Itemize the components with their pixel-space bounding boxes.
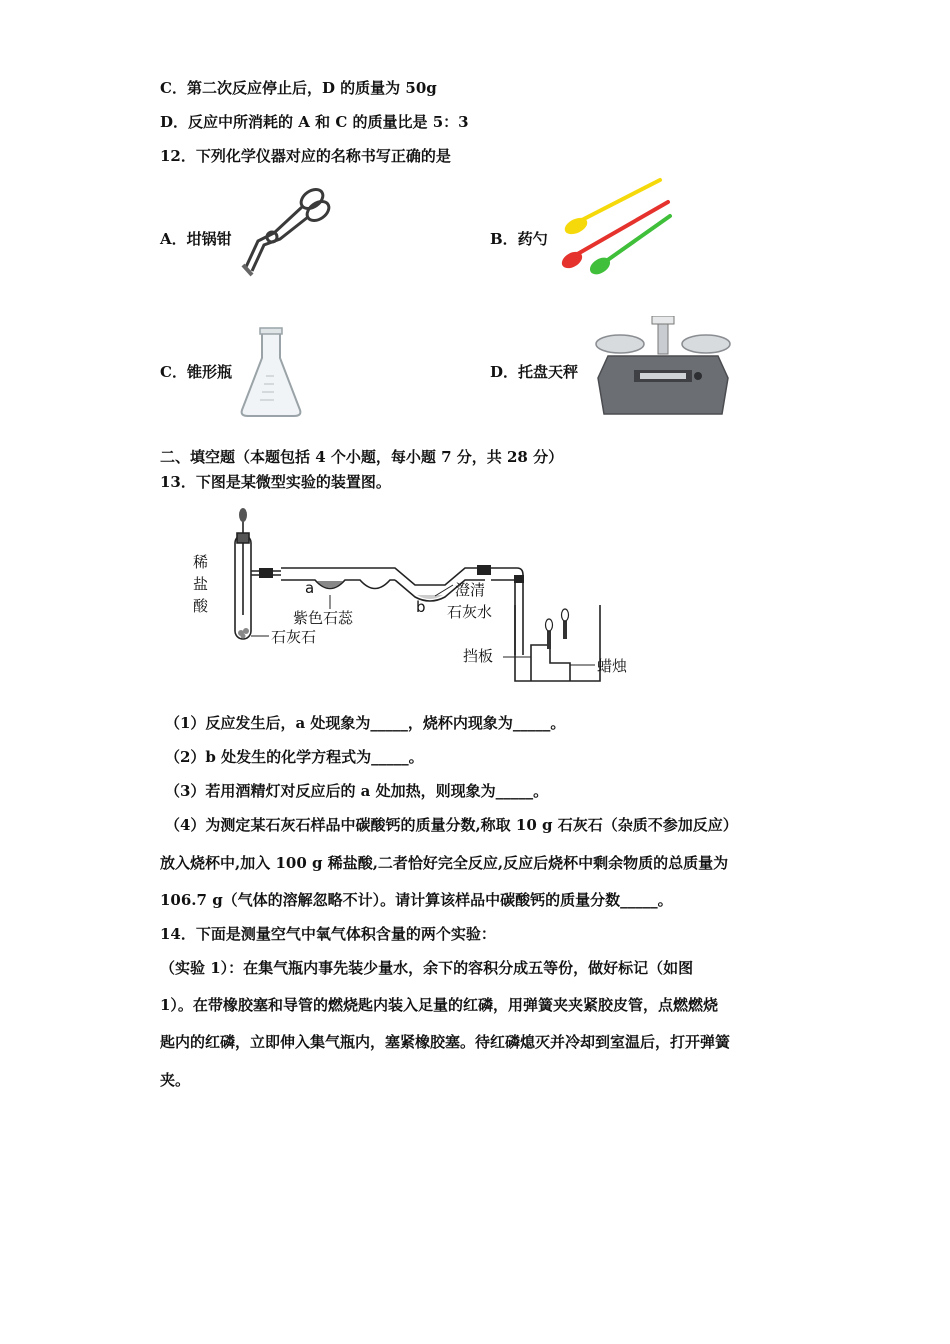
litmus-label: 紫色石蕊: [293, 609, 354, 627]
q12-option-a-label: A．坩锅钳: [160, 230, 232, 248]
q13-sub3: （3）若用酒精灯对反应后的 a 处加热，则现象为_____。: [165, 782, 549, 800]
q13-stem: 13．下图是某微型实验的装置图。: [160, 473, 391, 491]
q11-option-c: C．第二次反应停止后，D 的质量为 50g: [160, 79, 437, 97]
point-a-label: a: [305, 579, 315, 597]
q13-apparatus-diagram: [185, 505, 645, 685]
q11-option-d: D．反应中所消耗的 A 和 C 的质量比是 5：3: [160, 113, 469, 131]
acid-label-3: 酸: [193, 597, 209, 615]
q12-option-d-label: D．托盘天秤: [490, 363, 579, 381]
q13-sub4-line2: 放入烧杯中,加入 100 g 稀盐酸,二者恰好完全反应,反应后烧杯中剩余物质的总质量为: [160, 854, 729, 872]
q14-exp1-line4: 夹。: [160, 1071, 191, 1089]
q13-sub2: （2）b 处发生的化学方程式为_____。: [165, 748, 424, 766]
q12-stem: 12．下列化学仪器对应的名称书写正确的是: [160, 147, 451, 165]
acid-label-2: 盐: [193, 575, 209, 593]
section-title: 二、填空题（本题包括 4 个小题，每小题 7 分，共 28 分）: [160, 448, 564, 466]
q12-option-b-label: B．药勺: [490, 230, 548, 248]
crucible-tongs-image: [240, 183, 332, 278]
q14-exp1-line3: 匙内的红磷，立即伸入集气瓶内，塞紧橡胶塞。待红磷熄灭并冷却到室温后，打开弹簧: [160, 1033, 731, 1051]
candle-label: 蜡烛: [597, 657, 628, 675]
erlenmeyer-flask-image: [236, 326, 306, 420]
q14-stem: 14．下面是测量空气中氧气体积含量的两个实验：: [160, 925, 496, 943]
platform-balance-image: [594, 316, 732, 418]
q13-sub4-line3: 106.7 g（气体的溶解忽略不计）。请计算该样品中碳酸钙的质量分数_____。: [160, 891, 673, 909]
acid-label-1: 稀: [193, 553, 209, 571]
q14-exp1-line2: 1）。在带橡胶塞和导管的燃烧匙内装入足量的红磷，用弹簧夹夹紧胶皮管，点燃燃烧: [160, 996, 718, 1014]
medicine-spoons-image: [560, 176, 675, 276]
limewater-label-2: 石灰水: [447, 603, 493, 621]
point-b-label: b: [416, 598, 426, 616]
q12-option-c-label: C．锥形瓶: [160, 363, 232, 381]
q13-sub1: （1）反应发生后，a 处现象为_____，烧杯内现象为_____。: [165, 714, 566, 732]
limewater-label-1: 澄清: [455, 581, 486, 599]
q13-sub4-line1: （4）为测定某石灰石样品中碳酸钙的质量分数,称取 10 g 石灰石（杂质不参加反应）: [165, 816, 738, 834]
acid-label: [193, 553, 209, 615]
q14-exp1-line1: （实验 1）：在集气瓶内事先装少量水，余下的容积分成五等份，做好标记（如图: [160, 959, 694, 977]
baffle-label: 挡板: [463, 647, 494, 665]
limestone-label: 石灰石: [271, 628, 317, 646]
